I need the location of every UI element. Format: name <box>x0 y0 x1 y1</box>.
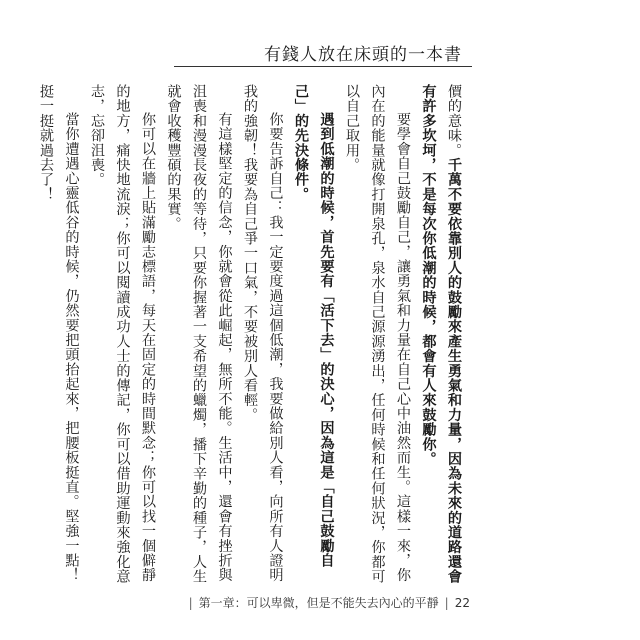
footer-separator: | <box>444 596 449 610</box>
paragraph-7: 當你遭遇心靈低谷的時候，仍然要把頭抬起來，把腰板挺直。堅強一點！挺一挺就過去了！ <box>38 84 80 583</box>
paragraph-2: 要學會自己鼓勵自己，讓勇氣和力量在自己心中油然而生。這樣一來，你內在的能量就像打開泉孔，泉水自己源源湧出，任何時候和任何狀況，你都可以自己取用。 <box>344 84 411 584</box>
footer-chapter: 第一章： <box>198 596 247 610</box>
paragraph-6: 你可以在牆上貼滿勵志標語，每天在固定的時間默念；你可以找一個僻靜的地方，痛快地流淚；你可以閱讀成功人士的傳記，你可以借助運動來強化意志，忘卻沮喪。 <box>89 84 156 584</box>
paragraph-3-bold: 遇到低潮的時候，首先要有「活下去」的決心，因為這是「自己鼓勵自己」的先決條件。 <box>293 84 335 569</box>
paragraph-1-bold: 千萬不要依靠別人的鼓勵來產生勇氣和力量，因為未來的道路還會有許多坎坷，不是每次你低潮的時候，都會有人來鼓勵你。 <box>420 84 462 584</box>
paragraph-1 <box>415 84 466 584</box>
page-number: 22 <box>454 596 470 610</box>
paragraph-5: 有這樣堅定的信念，你就會從此崛起，無所不能。生活中，還會有挫折與沮喪和漫漫長夜的等待，只要你握著一支希望的蠟燭，播下辛勤的種子，人生就會收穫豐碩的果實。 <box>165 84 233 584</box>
page-footer <box>183 594 470 611</box>
footer-separator: | <box>188 596 193 610</box>
paragraph-1-lead: 價的意味。 <box>446 84 462 158</box>
header-rule <box>174 66 472 67</box>
paragraph-4: 你要告訴自己：我一定要度過這個低潮，我要做給別人看，向所有人證明我的強韌！我要為自己爭一口氣，不要被別人看輕。 <box>242 84 284 583</box>
running-header-title: 有錢人放在床頭的一本書 <box>264 45 462 65</box>
footer-chapter-title: 可以卑微，但是不能失去內心的平靜 <box>246 596 439 610</box>
page-body <box>38 84 466 584</box>
